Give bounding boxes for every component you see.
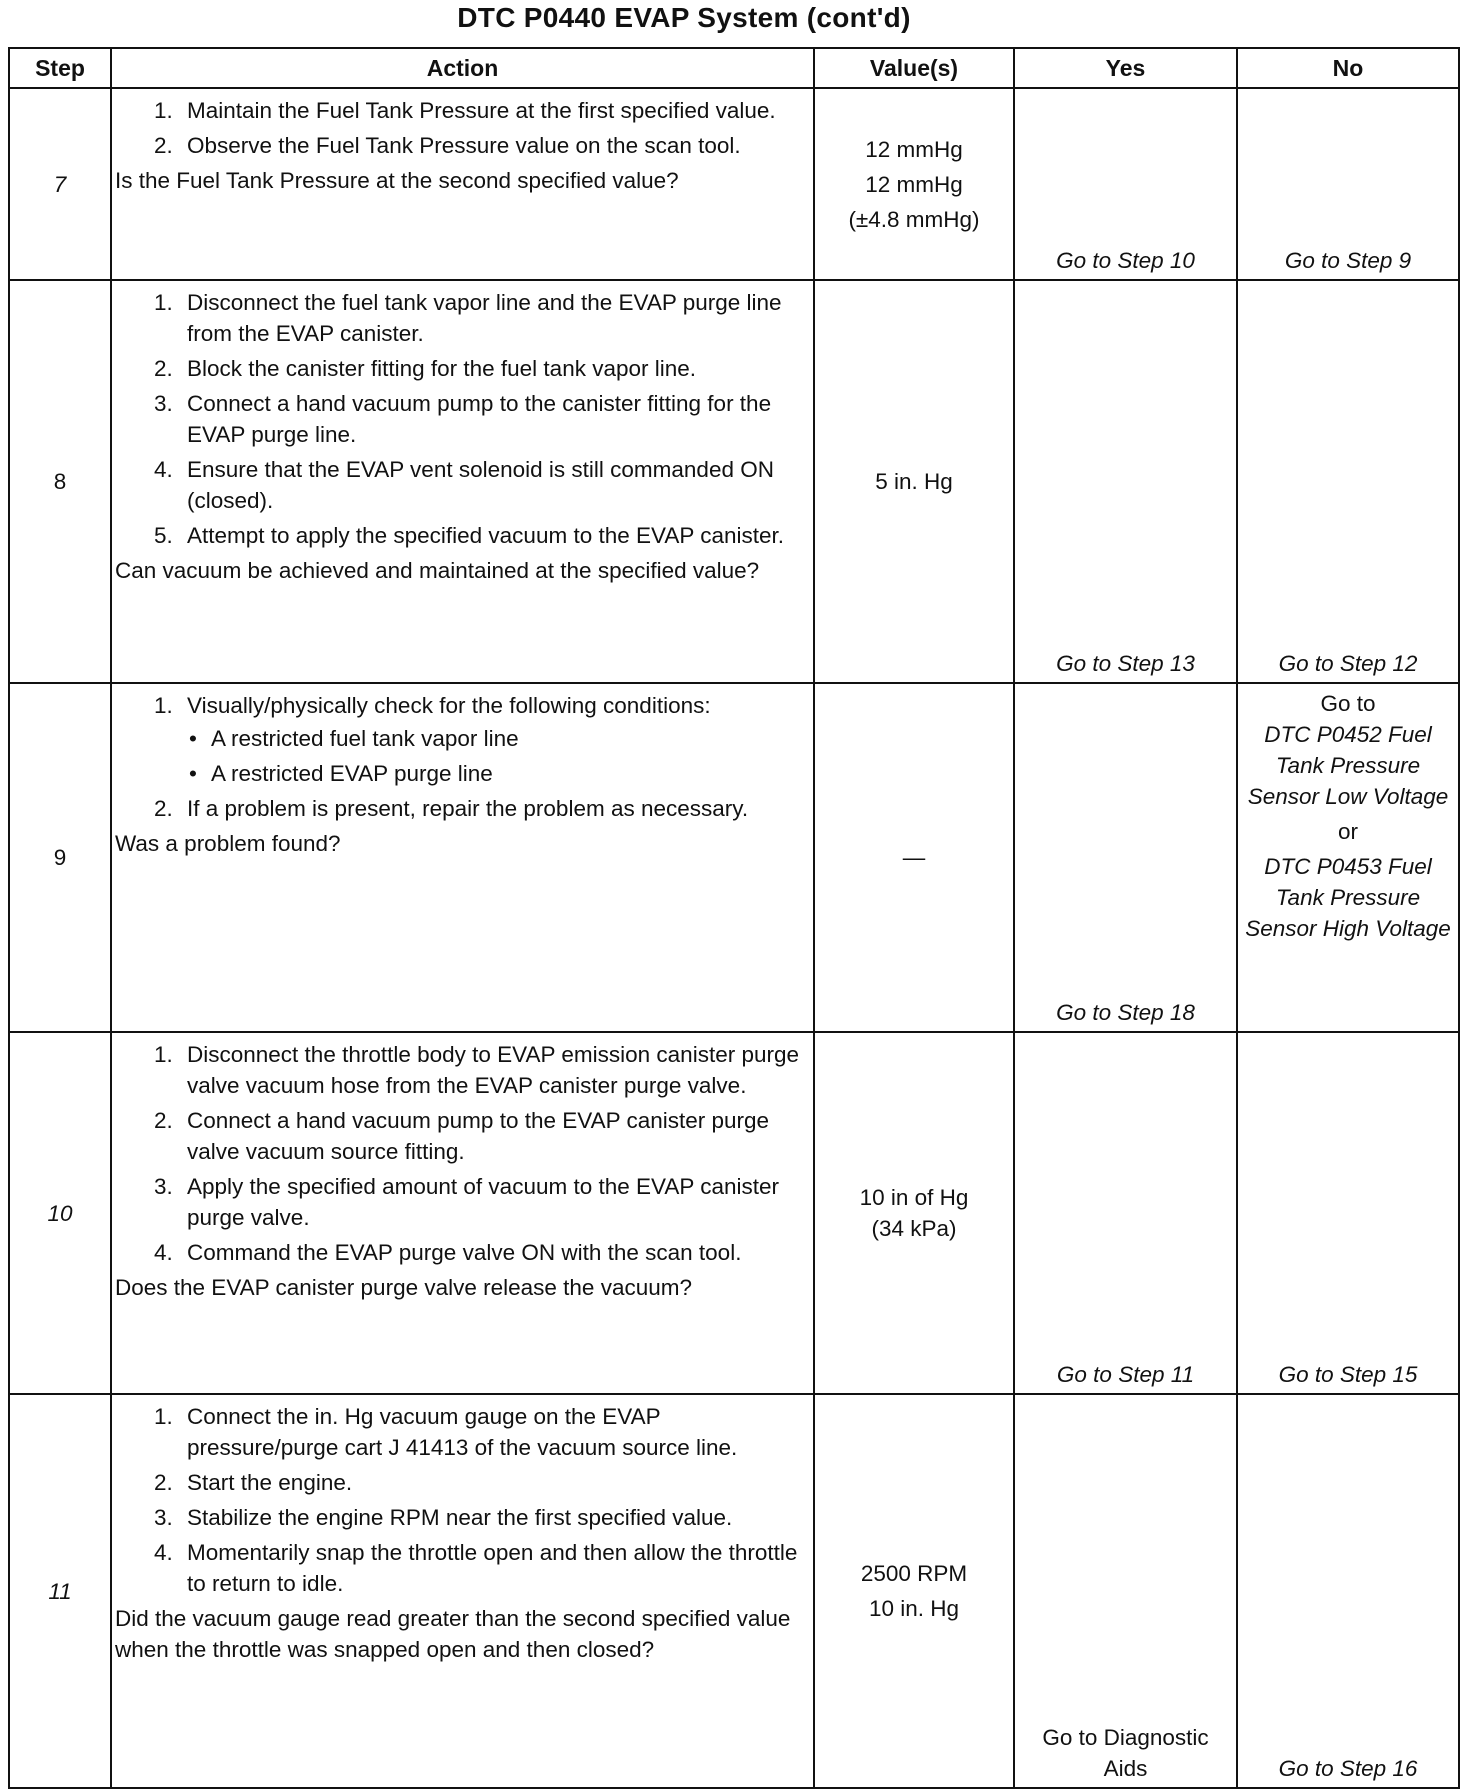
action-item: 5. Attempt to apply the specified vacuum to the EVAP canister. (179, 520, 805, 551)
question: Does the EVAP canister purge valve release the vacuum? (115, 1275, 692, 1300)
no-go-to: Go to (1320, 691, 1376, 716)
action-item: 4. Command the EVAP purge valve ON with the scan tool. (179, 1237, 805, 1268)
value: 12 mmHg (865, 136, 963, 162)
action-item-text: Visually/physically check for the following conditions: (187, 693, 711, 718)
action-list (115, 287, 805, 551)
table-row (9, 683, 1459, 1032)
step-number: 11 (9, 1394, 111, 1788)
header-step: Step (9, 48, 111, 88)
condition-list (179, 723, 805, 789)
no-or: or (1337, 819, 1358, 844)
action-item: 3. Stabilize the engine RPM near the first specified value. (179, 1502, 805, 1533)
step-number: 8 (9, 280, 111, 683)
header-action: Action (111, 48, 814, 88)
yes-action: Go to Step 18 (1014, 683, 1237, 1032)
action-item: 3. Connect a hand vacuum pump to the canister fitting for the EVAP purge line. (179, 388, 805, 450)
no-option-2: DTC P0453 Fuel Tank Pressure Sensor High Voltage (1245, 854, 1451, 941)
action-list (115, 1401, 805, 1599)
action-item: 1. Disconnect the fuel tank vapor line and the EVAP purge line from the EVAP canister. (179, 287, 805, 349)
no-action: Go to Step 16 (1237, 1394, 1459, 1788)
action-item: 4. Ensure that the EVAP vent solenoid is still commanded ON (closed). (179, 454, 805, 516)
step-number: 9 (9, 683, 111, 1032)
action-item: 3. Apply the specified amount of vacuum to the EVAP canister purge valve. (179, 1171, 805, 1233)
question: Was a problem found? (115, 831, 341, 856)
action-item: 2. Observe the Fuel Tank Pressure value on the scan tool. (179, 130, 805, 161)
value-cell (814, 1394, 1014, 1788)
table-row (9, 280, 1459, 683)
action-item: 4. Momentarily snap the throttle open and then allow the throttle to return to idle. (179, 1537, 805, 1599)
action-cell (111, 683, 814, 1032)
action-item: 1. Connect the in. Hg vacuum gauge on the EVAP pressure/purge cart J 41413 of the vacuum source line. (179, 1401, 805, 1463)
action-item: 2. Block the canister fitting for the fuel tank vapor line. (179, 353, 805, 384)
no-action: Go to Step 12 (1237, 280, 1459, 683)
table-row (9, 1032, 1459, 1394)
action-item: 2. Connect a hand vacuum pump to the EVAP canister purge valve vacuum source fitting. (179, 1105, 805, 1167)
value: 2500 RPM (860, 1561, 968, 1586)
action-list (115, 1039, 805, 1268)
value-cell (814, 280, 1014, 683)
table-header-row (9, 48, 1459, 88)
condition-item: • A restricted EVAP purge line (179, 758, 805, 789)
header-yes: Yes (1014, 48, 1237, 88)
table-row (9, 88, 1459, 280)
yes-action: Go to Step 10 (1014, 88, 1237, 280)
value: (±4.8 mmHg) (848, 206, 980, 232)
action-item: 1. Maintain the Fuel Tank Pressure at the first specified value. (179, 95, 805, 126)
action-item: 2. If a problem is present, repair the problem as necessary. (179, 793, 805, 824)
value: 10 in of Hg (859, 1185, 969, 1210)
action-item: 2. Start the engine. (179, 1467, 805, 1498)
no-action: Go to Step 9 (1237, 88, 1459, 280)
condition-item: • A restricted fuel tank vapor line (179, 723, 805, 754)
question: Did the vacuum gauge read greater than the second specified value when the throttle was snapped open and then closed? (115, 1606, 791, 1662)
action-item: 1. Disconnect the throttle body to EVAP emission canister purge valve vacuum hose from the EVAP canister purge valve. (179, 1039, 805, 1101)
value: — (902, 845, 926, 870)
action-cell (111, 1394, 814, 1788)
action-cell (111, 88, 814, 280)
action-cell (111, 280, 814, 683)
question: Can vacuum be achieved and maintained at the specified value? (115, 558, 760, 583)
page-title: DTC P0440 EVAP System (cont'd) (457, 2, 911, 33)
yes-action: Go to Step 11 (1014, 1032, 1237, 1394)
no-action: Go to Step 15 (1237, 1032, 1459, 1394)
step-number: 7 (9, 88, 111, 280)
header-values: Value(s) (814, 48, 1014, 88)
header-no: No (1237, 48, 1459, 88)
yes-action: Go to Step 13 (1014, 280, 1237, 683)
action-list (115, 95, 805, 161)
action-item (179, 690, 805, 789)
no-option-1: DTC P0452 Fuel Tank Pressure Sensor Low Voltage (1247, 722, 1449, 809)
yes-action: Go to Diagnostic Aids (1014, 1394, 1237, 1788)
action-list (115, 690, 805, 824)
action-cell (111, 1032, 814, 1394)
value: 10 in. Hg (868, 1596, 960, 1621)
value: (34 kPa) (871, 1216, 957, 1241)
no-action-cell (1237, 683, 1459, 1032)
question: Is the Fuel Tank Pressure at the second specified value? (115, 168, 679, 193)
value-cell (814, 1032, 1014, 1394)
table-row (9, 1394, 1459, 1788)
value-cell (814, 683, 1014, 1032)
step-number: 10 (9, 1032, 111, 1394)
value: 5 in. Hg (875, 469, 953, 494)
value-cell (814, 88, 1014, 280)
diagnostic-table (8, 47, 1460, 1789)
value: 12 mmHg (865, 171, 963, 197)
